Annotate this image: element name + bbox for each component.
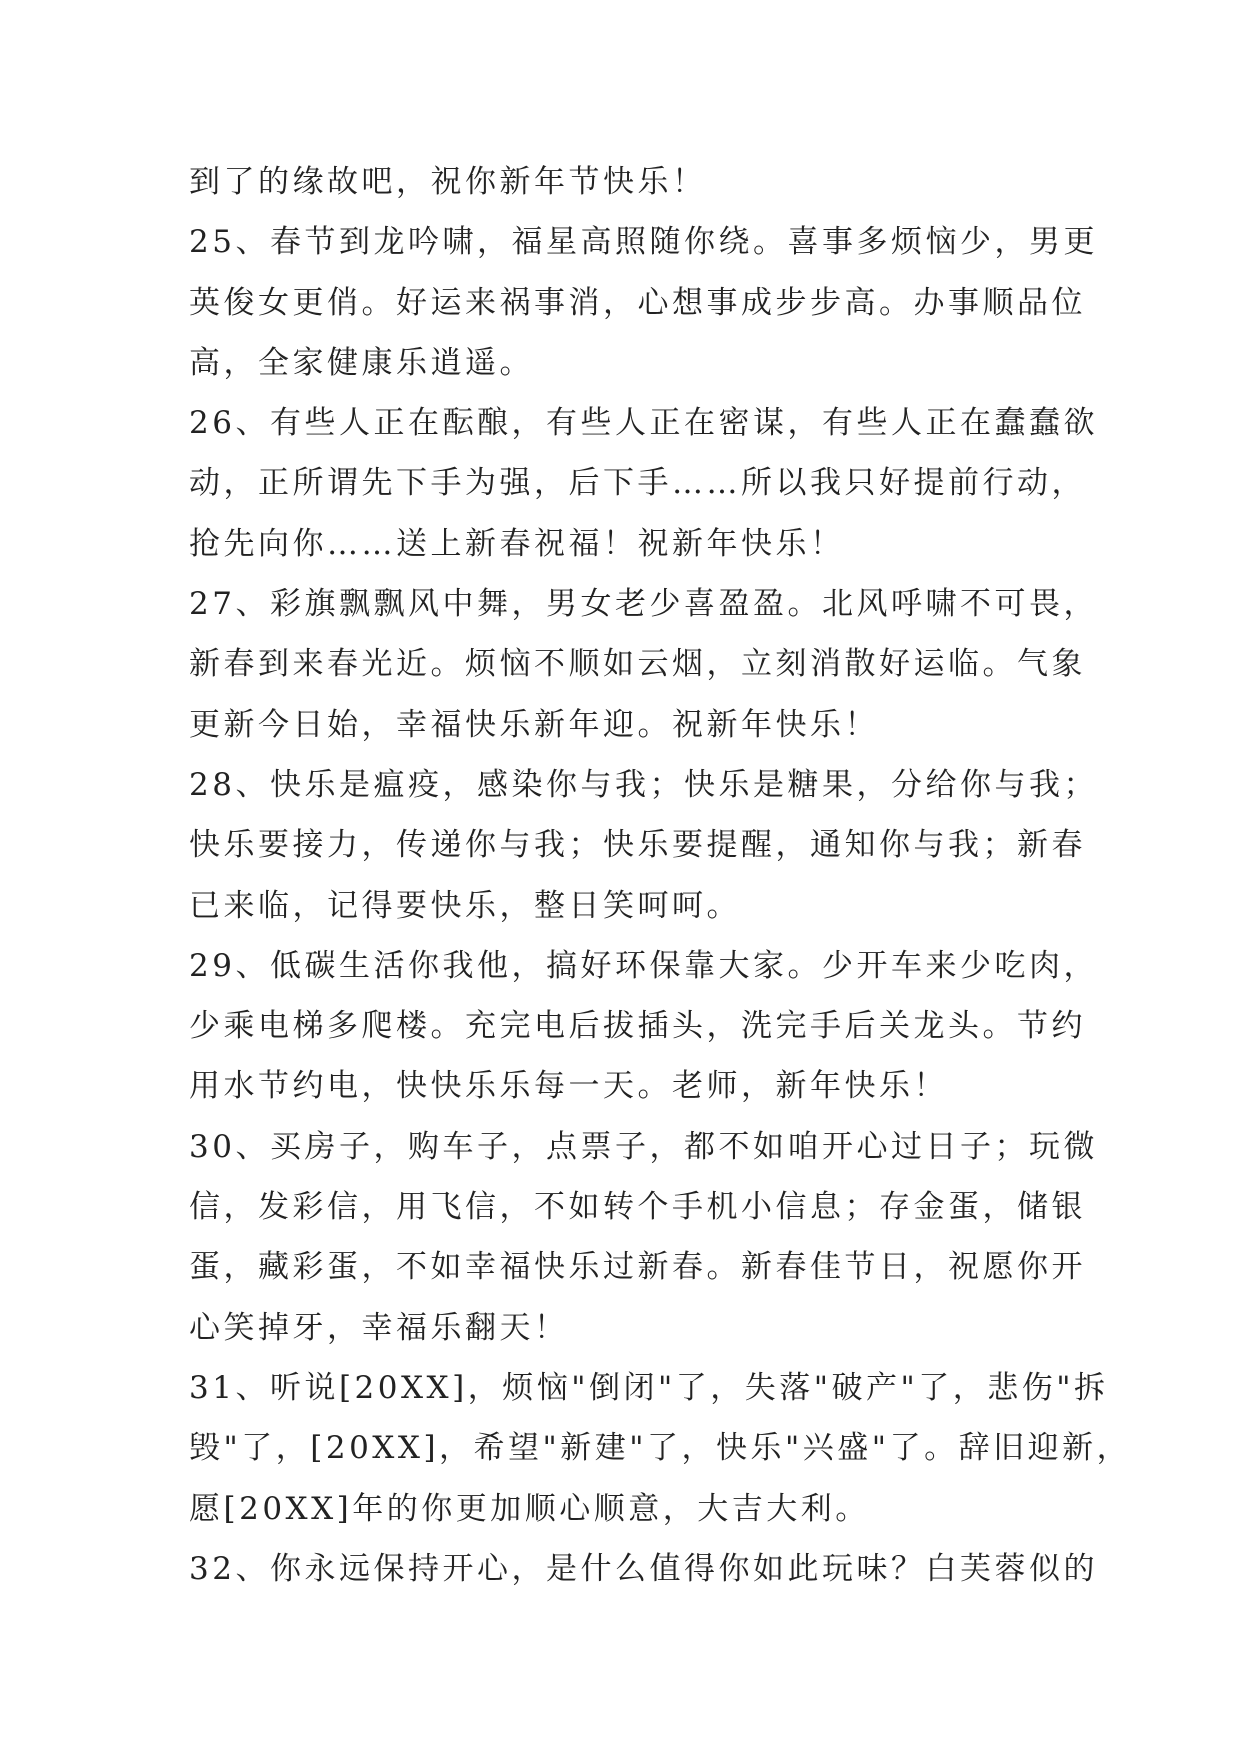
text-line: 31、听说[20XX]，烦恼"倒闭"了，失落"破产"了，悲伤"拆: [189, 1369, 1109, 1406]
text-line: 蛋，藏彩蛋，不如幸福快乐过新春。新春佳节日，祝愿你开: [189, 1249, 1086, 1286]
text-line: 28、快乐是瘟疫，感染你与我；快乐是糖果，分给你与我；: [189, 766, 1098, 803]
body-text: [189, 152, 1132, 1599]
text-line: 英俊女更俏。好运来祸事消，心想事成步步高。办事顺品位: [189, 284, 1086, 321]
text-line: 少乘电梯多爬楼。充完电后拔插头，洗完手后关龙头。节约: [189, 1008, 1086, 1045]
text-line: 27、彩旗飘飘风中舞，男女老少喜盈盈。北风呼啸不可畏，: [189, 586, 1098, 623]
text-line: 信，发彩信，用飞信，不如转个手机小信息；存金蛋，储银: [189, 1189, 1086, 1226]
text-line: 快乐要接力，传递你与我；快乐要提醒，通知你与我；新春: [189, 827, 1086, 864]
text-line: 高，全家健康乐逍遥。: [189, 344, 534, 381]
text-line: 动，正所谓先下手为强，后下手……所以我只好提前行动，: [189, 465, 1086, 502]
text-line: 26、有些人正在酝酿，有些人正在密谋，有些人正在蠢蠢欲: [189, 405, 1098, 442]
text-line: 到了的缘故吧，祝你新年节快乐！: [189, 164, 707, 200]
text-line: 愿[20XX]年的你更加顺心顺意，大吉大利。: [189, 1490, 870, 1527]
text-line: 32、你永远保持开心，是什么值得你如此玩味？白芙蓉似的: [189, 1550, 1098, 1587]
text-line: 更新今日始，幸福快乐新年迎。祝新年快乐！: [189, 706, 879, 743]
text-line: 已来临，记得要快乐，整日笑呵呵。: [189, 887, 741, 924]
text-line: 用水节约电，快快乐乐每一天。老师，新年快乐！: [189, 1068, 948, 1105]
text-line: 30、买房子，购车子，点票子，都不如咱开心过日子；玩微: [189, 1128, 1098, 1165]
text-line: 25、春节到龙吟啸，福星高照随你绕。喜事多烦恼少，男更: [189, 224, 1098, 261]
text-line: 抢先向你……送上新春祝福！祝新年快乐！: [189, 525, 845, 562]
text-line: 新春到来春光近。烦恼不顺如云烟，立刻消散好运临。气象: [189, 646, 1086, 683]
text-line: 心笑掉牙，幸福乐翻天！: [189, 1309, 569, 1346]
text-line: 29、低碳生活你我他，搞好环保靠大家。少开车来少吃肉，: [189, 947, 1098, 984]
text-line: 毁"了，[20XX]，希望"新建"了，快乐"兴盛"了。辞旧迎新，: [189, 1430, 1132, 1467]
